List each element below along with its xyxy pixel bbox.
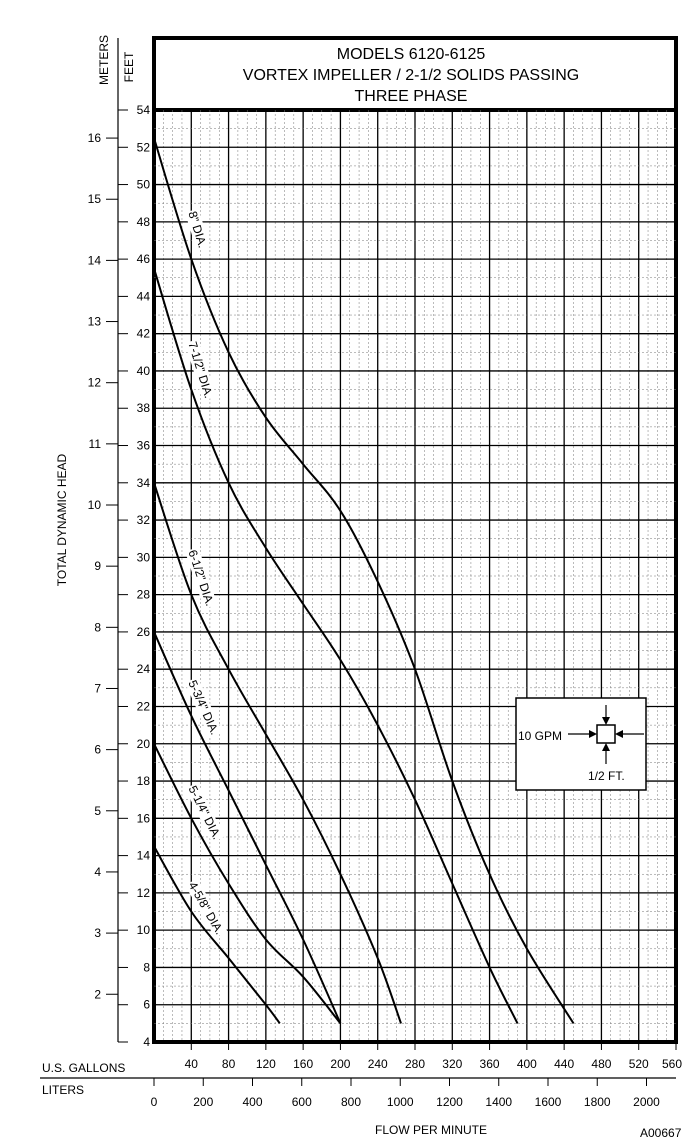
liter-tick-label: 1200 (436, 1095, 463, 1109)
liter-tick-label: 800 (340, 1095, 362, 1109)
feet-tick-label: 40 (136, 363, 150, 378)
feet-tick-label: 46 (136, 252, 150, 267)
feet-tick-label: 42 (136, 326, 150, 341)
meter-tick-label: 14 (87, 253, 101, 268)
liter-tick-label: 200 (193, 1095, 214, 1109)
meter-tick-label: 13 (87, 314, 101, 329)
gallon-tick-label: 320 (442, 1057, 463, 1071)
scale-legend-square (597, 725, 615, 743)
gallon-tick-label: 560 (661, 1057, 683, 1071)
liter-tick-label: 1600 (534, 1095, 562, 1109)
gallon-tick-label: 440 (554, 1057, 575, 1071)
liter-tick-label: 0 (150, 1095, 158, 1109)
liter-tick-label: 1800 (583, 1095, 611, 1109)
figure-code: A00667 (640, 1126, 682, 1140)
gallon-tick-label: 480 (591, 1057, 612, 1071)
feet-tick-label: 30 (136, 550, 150, 565)
y-axis-title: TOTAL DYNAMIC HEAD (55, 453, 69, 587)
feet-tick-label: 34 (136, 475, 150, 490)
scale-legend-ft-label: 1/2 FT. (588, 769, 625, 783)
curve-0 (154, 138, 574, 1023)
curve-label-4: 5-1/4" DIA. (185, 783, 225, 842)
scale-legend-box (516, 698, 646, 790)
title-line-1: MODELS 6120-6125 (336, 46, 486, 63)
feet-tick-label: 28 (136, 587, 150, 602)
feet-tick-label: 48 (136, 214, 150, 229)
liter-tick-label: 400 (242, 1095, 263, 1109)
gallon-tick-label: 520 (628, 1057, 649, 1071)
gallon-tick-label: 240 (367, 1057, 388, 1071)
meter-tick-label: 15 (87, 192, 101, 207)
feet-tick-label: 6 (143, 997, 150, 1012)
feet-tick-label: 8 (143, 960, 150, 975)
scale-legend-gpm-label: 10 GPM (518, 729, 563, 743)
feet-tick-label: 38 (136, 401, 150, 416)
meter-tick-label: 11 (88, 436, 101, 451)
meter-tick-label: 16 (87, 131, 101, 146)
meter-tick-label: 8 (94, 620, 101, 635)
curves (154, 138, 574, 1023)
scale-legend (516, 698, 646, 790)
feet-tick-label: 22 (136, 699, 150, 714)
curve-label-0: 8" DIA. (185, 209, 210, 250)
grid (154, 110, 676, 1042)
title-line-3: THREE PHASE (354, 88, 468, 105)
feet-tick-label: 26 (136, 624, 150, 639)
meter-tick-label: 2 (94, 987, 101, 1002)
curve-label-2: 6-1/2" DIA. (185, 548, 218, 608)
meter-ticks (88, 131, 118, 1001)
meter-tick-label: 5 (94, 803, 101, 818)
gallon-tick-label: 80 (221, 1057, 236, 1071)
gallon-tick-label: 160 (293, 1057, 314, 1071)
curve-label-3: 5-3/4" DIA. (185, 677, 222, 737)
feet-unit-label: FEET (122, 51, 136, 83)
gallon-tick-label: 360 (479, 1057, 500, 1071)
feet-tick-label: 18 (136, 774, 150, 789)
gallon-tick-label: 120 (255, 1057, 276, 1071)
feet-tick-label: 52 (136, 140, 150, 155)
feet-tick-label: 36 (136, 438, 150, 453)
meter-tick-label: 4 (94, 864, 101, 879)
meter-tick-label: 7 (94, 681, 101, 696)
liters-unit-label: LITERS (42, 1083, 85, 1097)
feet-tick-label: 44 (136, 289, 150, 304)
title-line-2: VORTEX IMPELLER / 2-1/2 SOLIDS PASSING (242, 67, 580, 84)
feet-tick-label: 14 (136, 848, 150, 863)
meter-tick-label: 6 (94, 742, 101, 757)
gallons-unit-label: U.S. GALLONS (42, 1061, 126, 1075)
meter-tick-label: 10 (87, 498, 101, 513)
gallon-tick-label: 200 (330, 1057, 351, 1071)
feet-tick-label: 24 (136, 662, 150, 677)
feet-tick-label: 4 (143, 1035, 150, 1049)
feet-tick-label: 10 (136, 923, 150, 938)
feet-tick-label: 32 (136, 513, 150, 528)
gallon-tick-label: 400 (516, 1057, 537, 1071)
feet-tick-label: 54 (136, 103, 150, 117)
liter-tick-label: 2000 (633, 1095, 660, 1109)
liter-tick-label: 600 (291, 1095, 312, 1109)
meter-tick-label: 3 (94, 926, 101, 941)
feet-tick-label: 12 (136, 885, 150, 900)
meter-tick-label: 9 (94, 559, 101, 574)
liter-ticks (151, 1078, 661, 1109)
gallon-ticks (185, 1042, 683, 1071)
curve-label-5: 4-5/8" DIA. (185, 879, 227, 937)
curve-label-1: 7-1/2" DIA. (185, 339, 216, 400)
meters-unit-label: METERS (97, 34, 111, 86)
feet-tick-label: 50 (136, 177, 150, 192)
liter-tick-label: 1400 (485, 1095, 513, 1109)
x-axis-title: FLOW PER MINUTE (374, 1123, 488, 1137)
liter-tick-label: 1000 (386, 1095, 414, 1109)
feet-ticks (118, 103, 150, 1049)
feet-tick-label: 16 (136, 811, 150, 826)
gallon-tick-label: 40 (184, 1057, 198, 1071)
feet-tick-label: 20 (136, 736, 150, 751)
gallon-tick-label: 280 (404, 1057, 426, 1071)
meter-tick-label: 12 (87, 375, 101, 390)
